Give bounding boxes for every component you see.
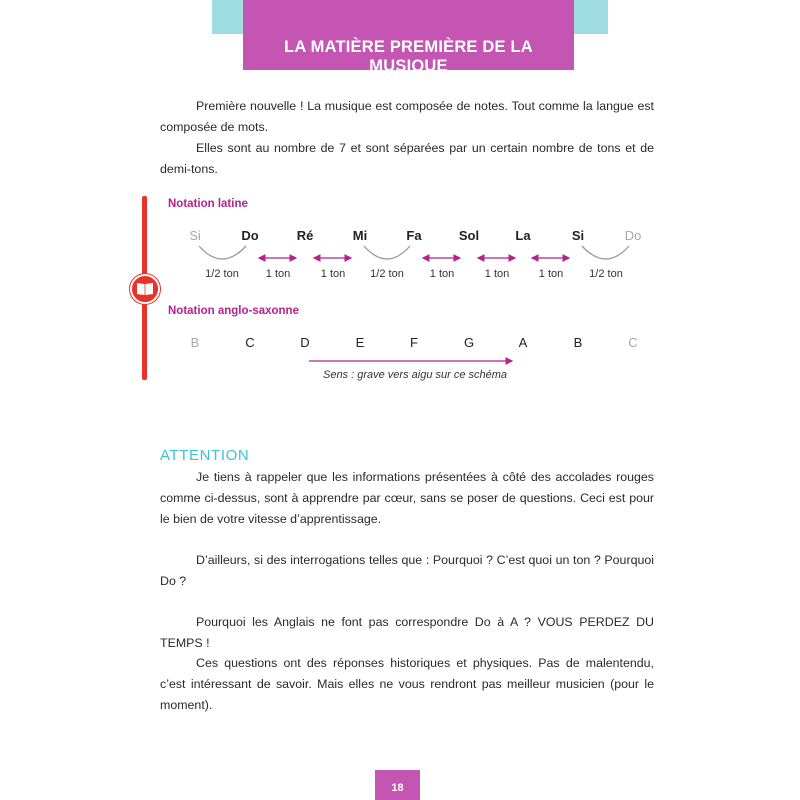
interval-label: 1/2 ton	[205, 268, 239, 280]
latin-note: Sol	[458, 228, 480, 243]
anglo-note: D	[300, 335, 310, 350]
attention-paragraph-1: Je tiens à rappeler que les informations présentées à côté des accolades rouges comme ci-dessus, sont à apprendre par cœur, sans se poser de questions. Ceci est pour le bien de votre vitesse d’apprentissage.	[160, 470, 654, 526]
anglo-note: G	[463, 335, 475, 350]
anglo-note: B	[190, 335, 200, 350]
anglo-notation-label: Notation anglo-saxonne	[168, 305, 299, 317]
anglo-note: C	[628, 335, 638, 350]
latin-note: Do	[241, 228, 259, 243]
page-number: 18	[391, 782, 404, 794]
half-tone-arc	[364, 246, 410, 259]
direction-caption: Sens : grave vers aigu sur ce schéma	[322, 369, 508, 381]
interval-label: 1 ton	[538, 268, 564, 280]
latin-note: Fa	[406, 228, 422, 243]
intro-paragraph-1: Première nouvelle ! La musique est composée de notes. Tout comme la langue est composée de mots.	[160, 99, 654, 134]
anglo-note: A	[518, 335, 528, 350]
attention-heading: ATTENTION	[160, 447, 250, 464]
interval-label: 1/2 ton	[370, 268, 404, 280]
anglo-note: B	[573, 335, 583, 350]
interval-label: 1 ton	[265, 268, 291, 280]
latin-note: Mi	[352, 228, 368, 243]
interval-label: 1/2 ton	[589, 268, 623, 280]
latin-note: Si	[571, 228, 585, 243]
anglo-note: C	[245, 335, 255, 350]
attention-paragraph-2: D’ailleurs, si des interrogations telles que : Pourquoi ? C’est quoi un ton ? Pourquoi Do ?	[160, 553, 654, 588]
interval-label: 1 ton	[320, 268, 346, 280]
anglo-note: F	[410, 335, 418, 350]
latin-note: Do	[624, 228, 642, 243]
anglo-note: E	[355, 335, 365, 350]
half-tone-arc	[582, 246, 629, 259]
attention-paragraph-3: Pourquoi les Anglais ne font pas correspondre Do à A ? VOUS PERDEZ DU TEMPS !	[160, 615, 654, 650]
latin-notation-label: Notation latine	[168, 198, 248, 210]
intro-paragraph-2: Elles sont au nombre de 7 et sont séparées par un certain nombre de tons et de demi-tons.	[160, 141, 654, 176]
latin-note: Si	[189, 228, 201, 243]
page-title: LA MATIÈRE PREMIÈRE DE LA MUSIQUE	[284, 38, 533, 75]
interval-label: 1 ton	[429, 268, 455, 280]
attention-paragraph-4: Ces questions ont des réponses historiques et physiques. Pas de malentendu, c’est intéressant de savoir. Mais elles ne vous rendront pas meilleur musicien (pour le moment).	[160, 656, 654, 712]
latin-note: Ré	[296, 228, 314, 243]
interval-label: 1 ton	[484, 268, 510, 280]
latin-note: La	[515, 228, 531, 243]
half-tone-arc	[199, 246, 246, 259]
